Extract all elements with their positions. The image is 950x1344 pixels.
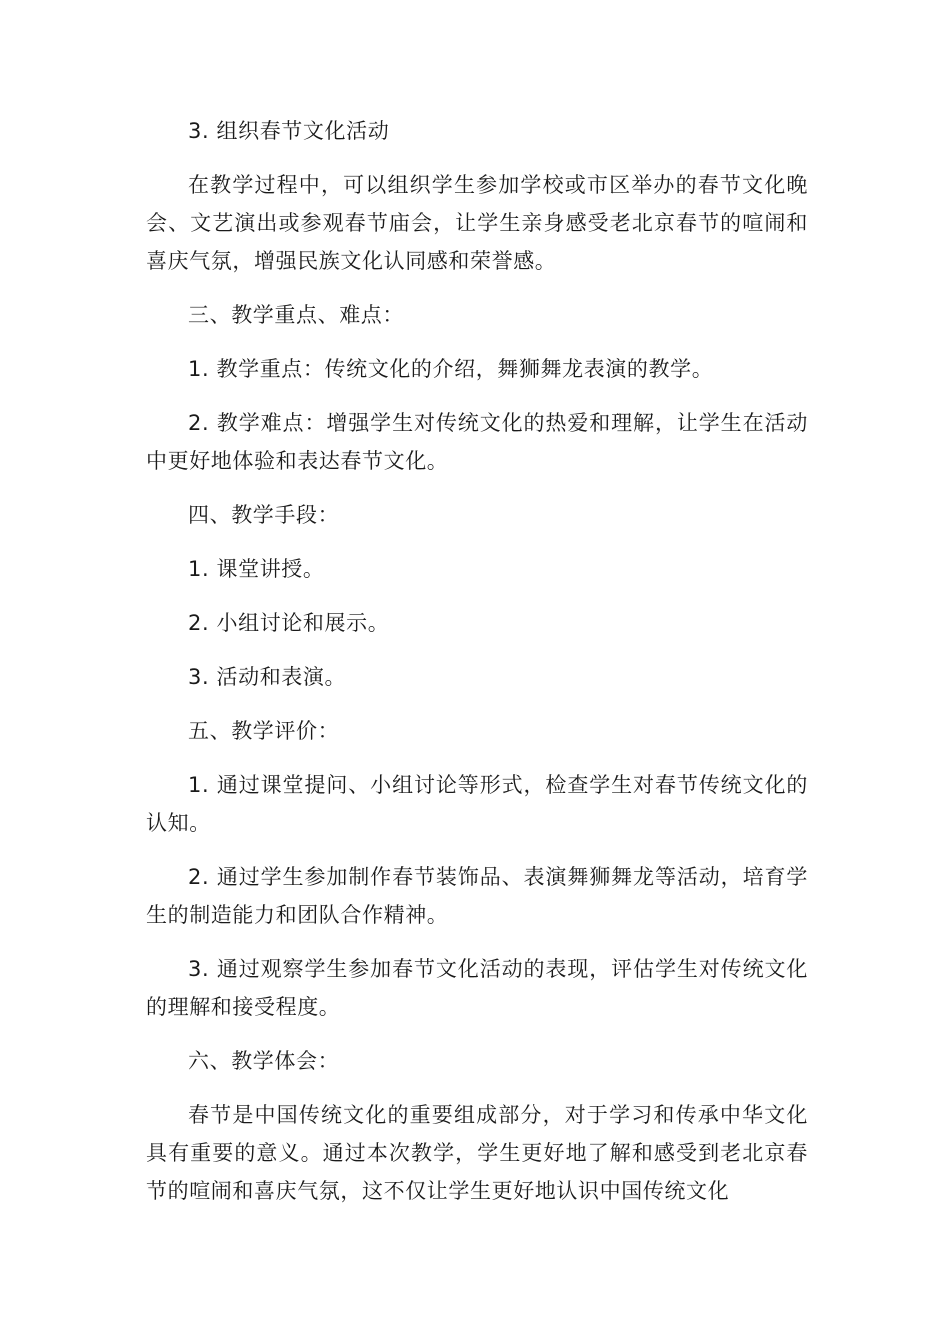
list-item: 1. 课堂讲授。: [188, 557, 325, 581]
body-paragraph: 春节是中国传统文化的重要组成部分，对于学习和传承中华文化具有重要的意义。通过本次教学，学生更好地了解和感受到老北京春节的喧闹和喜庆气氛，这不仅让学生更好地认识中国传统文化: [146, 1103, 808, 1203]
document-body: [146, 112, 808, 1226]
list-item: 2. 小组讨论和展示。: [188, 611, 390, 635]
body-paragraph: 在教学过程中，可以组织学生参加学校或市区举办的春节文化晚会、文艺演出或参观春节庙会，让学生亲身感受老北京春节的喧闹和喜庆气氛，增强民族文化认同感和荣誉感。: [146, 173, 808, 273]
list-item: 3. 通过观察学生参加春节文化活动的表现，评估学生对传统文化的理解和接受程度。: [146, 957, 808, 1019]
list-item: 2. 通过学生参加制作春节装饰品、表演舞狮舞龙等活动，培育学生的制造能力和团队合作精神。: [146, 865, 808, 927]
list-item: 1. 教学重点：传统文化的介绍，舞狮舞龙表演的教学。: [188, 357, 714, 381]
section-heading: 三、教学重点、难点：: [188, 303, 404, 327]
list-item: 2. 教学难点：增强学生对传统文化的热爱和理解，让学生在活动中更好地体验和表达春节文化。: [146, 411, 808, 473]
list-item: 1. 通过课堂提问、小组讨论等形式，检查学生对春节传统文化的认知。: [146, 773, 808, 835]
section-heading: 六、教学体会：: [188, 1049, 340, 1073]
section-heading: 四、教学手段：: [188, 503, 340, 527]
list-item-heading: 3. 组织春节文化活动: [188, 119, 390, 143]
list-item: 3. 活动和表演。: [188, 665, 347, 689]
section-heading: 五、教学评价：: [188, 719, 340, 743]
